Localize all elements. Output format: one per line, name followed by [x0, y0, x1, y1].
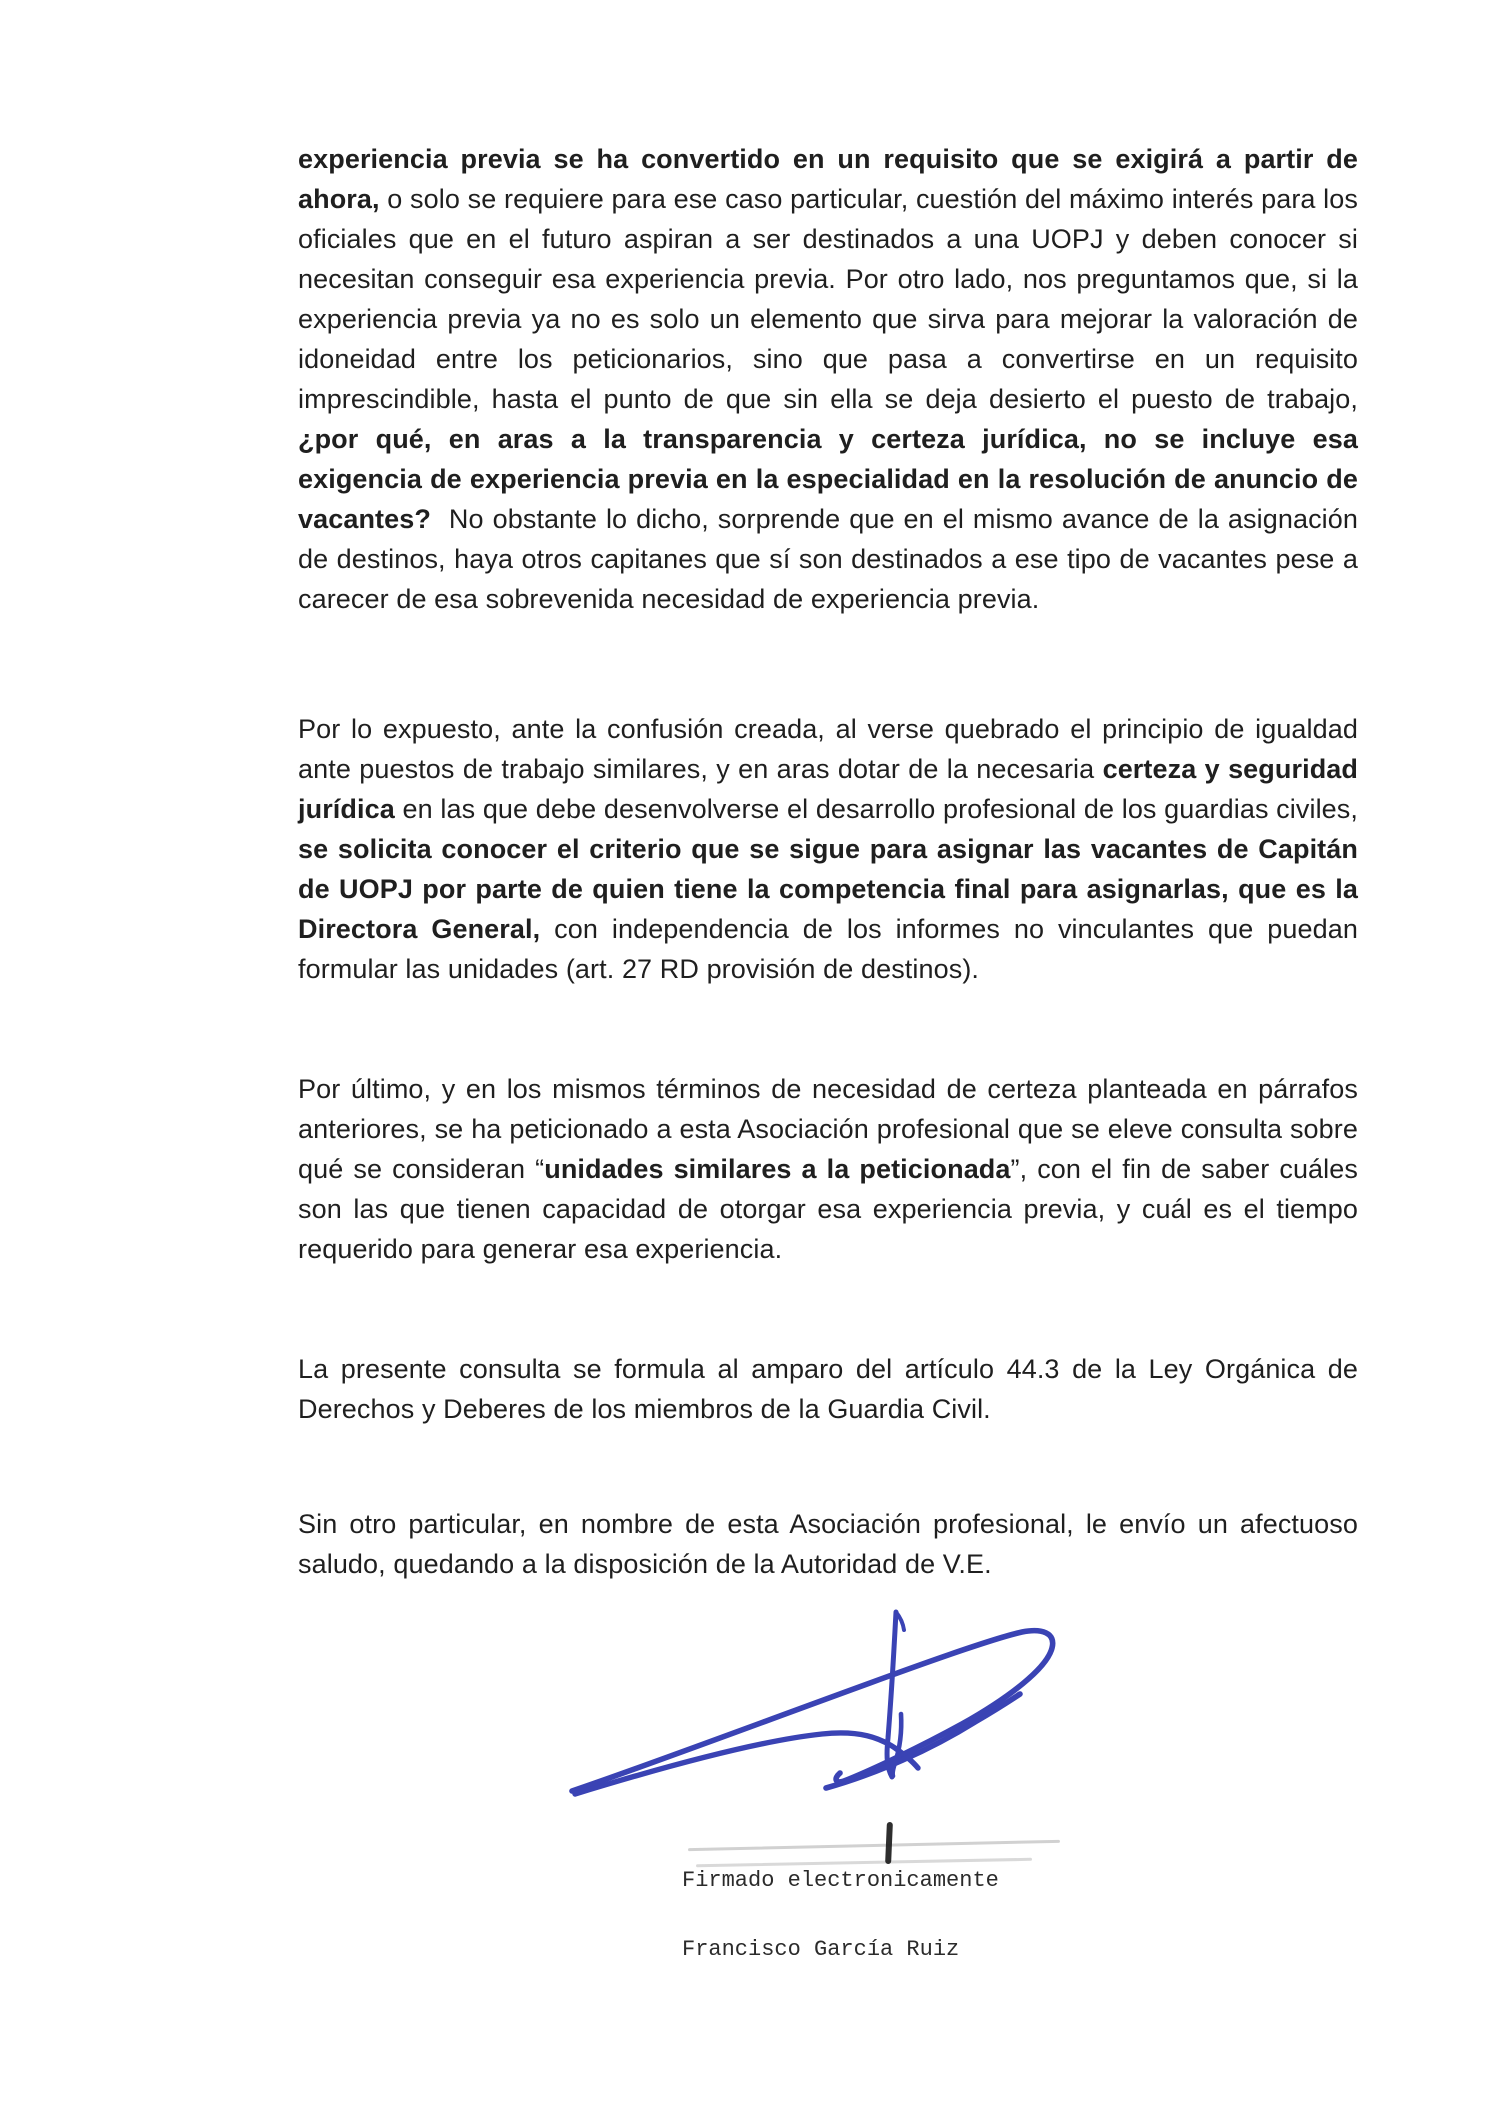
- text-run: No obstante lo dicho, sorprende que en el mismo avance de la asignación de destinos, haya otros capitanes que sí son destinados a ese tipo de vacantes pese a carecer de esa sobrevenida necesidad de experiencia previa.: [298, 504, 1358, 614]
- paragraph: [298, 709, 1358, 989]
- text-run: o solo se requiere para ese caso particular, cuestión del máximo interés para los oficiales que en el futuro aspiran a ser destinados a una UOPJ y deben conocer si necesitan conseguir esa experiencia previa. Por otro lado, nos preguntamos que, si la experiencia previa ya no es solo un elemento que sirva para mejorar la valoración de idoneidad entre los peticionarios, sino que pasa a convertirse en un requisito imprescindible, hasta el punto de que sin ella se deja desierto el puesto de trabajo,: [298, 184, 1358, 414]
- signature-stroke-loop: [572, 1631, 1053, 1791]
- text-run: Sin otro particular, en nombre de esta Asociación profesional, le envío un afectuoso saludo, quedando a la disposición de la Autoridad de V.E.: [298, 1509, 1358, 1579]
- text-run: Por último, y en los mismos términos de necesidad de certeza planteada en párrafos anteriores, se ha peticionado a esta Asociación profesional que se eleve consulta sobre qué se consideran “: [298, 1074, 1358, 1184]
- text-run: La presente consulta se formula al amparo del artículo 44.3 de la Ley Orgánica de Derechos y Deberes de los miembros de la Guardia Civil.: [298, 1354, 1358, 1424]
- paragraph: [298, 139, 1358, 619]
- paragraph: [298, 1069, 1358, 1269]
- text-run: certeza y seguridad jurídica: [298, 754, 1358, 824]
- signature-stroke-vertical: [887, 1612, 896, 1777]
- paragraph: [298, 1349, 1358, 1429]
- signature-caption-line1: Firmado electronicamente: [682, 1868, 999, 1893]
- signature-stroke-underline: [575, 1733, 918, 1794]
- text-run: con independencia de los informes no vinculantes que puedan formular las unidades (art. 27 RD provisión de destinos).: [298, 914, 1358, 984]
- text-run: Por lo expuesto, ante la confusión creada, al verse quebrado el principio de igualdad ante puestos de trabajo similares, y en aras dotar de la necesaria: [298, 714, 1358, 784]
- paragraph: [298, 1504, 1358, 1584]
- text-run: en las que debe desenvolverse el desarrollo profesional de los guardias civiles,: [394, 794, 1358, 824]
- text-run: se solicita conocer el criterio que se sigue para asignar las vacantes de Capitán de UOPJ por parte de quien tiene la competencia final para asignarlas, que es la Directora General,: [298, 834, 1358, 944]
- signature-scribble: [540, 1595, 1080, 1835]
- text-run: ¿por qué, en aras a la transparencia y certeza jurídica, no se incluye esa exigencia de experiencia previa en la especialidad en la resolución de anuncio de vacantes?: [298, 424, 1358, 534]
- text-run: experiencia previa se ha convertido en un requisito que se exigirá a partir de ahora,: [298, 144, 1358, 214]
- text-run: unidades similares a la peticionada: [544, 1154, 1011, 1184]
- text-run: ”, con el fin de saber cuáles son las que tienen capacidad de otorgar esa experiencia previa, y cuál es el tiempo requerido para generar esa experiencia.: [298, 1154, 1358, 1264]
- signature-caption: [682, 1823, 999, 2007]
- signature-caption-line2: Francisco García Ruiz: [682, 1937, 960, 1962]
